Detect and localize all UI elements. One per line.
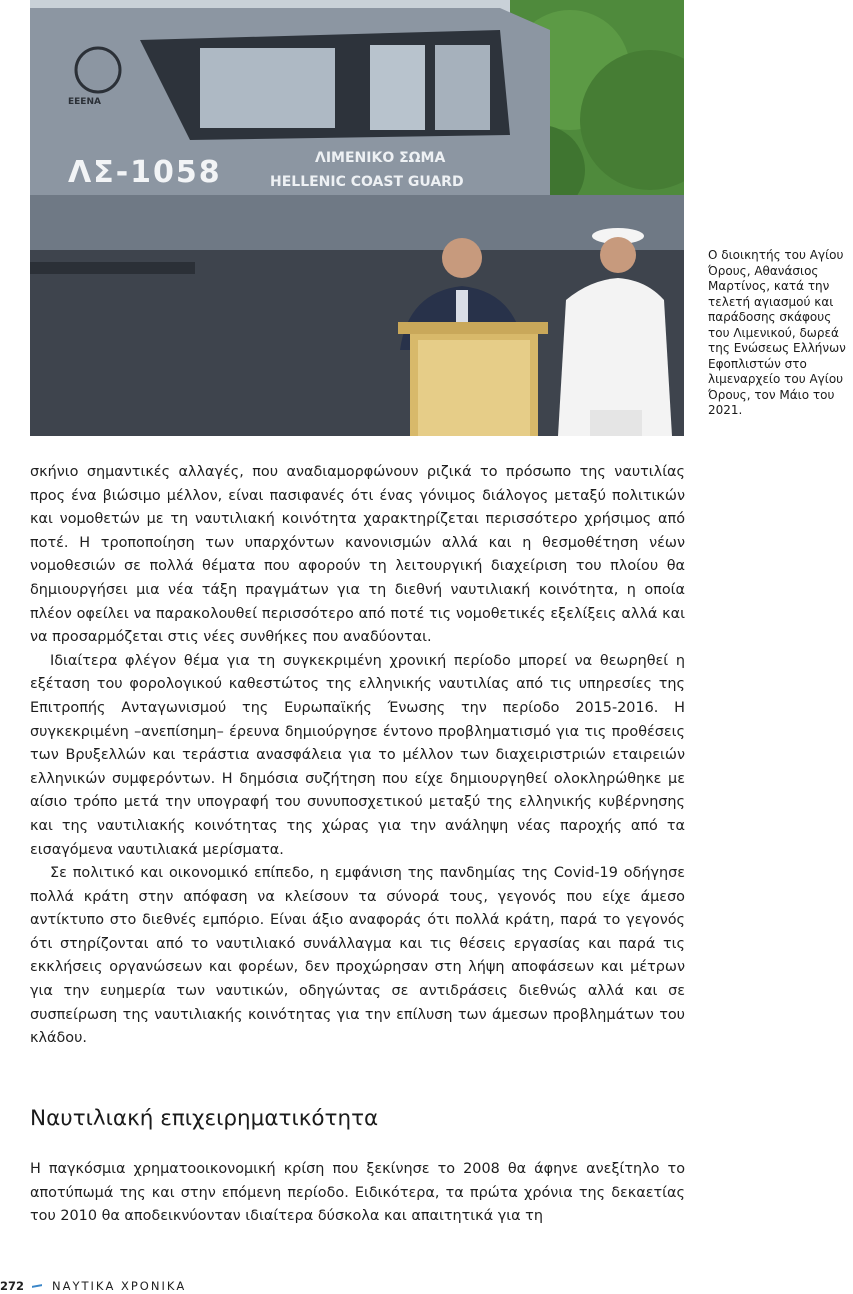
hull-text-english: HELLENIC COAST GUARD: [270, 174, 464, 190]
magazine-name: ΝΑΥΤΙΚΑ ΧΡΟΝΙΚΑ: [52, 1279, 187, 1293]
boat-number: ΛΣ-1058: [68, 155, 222, 190]
paragraph: σκήνιο σημαντικές αλλαγές, που αναδιαμορφώνουν ριζικά το πρόσωπο της ναυτιλίας προς ένα βιώσιμο μέλλον, είναι πασιφανές ότι ένας γόνιμος διάλογος μεταξύ πολιτικών και νομοθετών με τη ναυτιλιακή κοινότητα χαρακτηρίζεται περισσότερο χρήσιμος από ποτέ. Η τροποποίηση των υπαρχόντων κανονισμών αλλά και η θεσμοθέτηση νέων νομοθεσιών σε πολλά θέματα που αφορούν τη λειτουργική διαχείριση του πλοίου θα δημιουργήσει μια νέα τάξη πραγμάτων για τη διεθνή ναυτιλιακή κοινότητα, η οποία πλέον οφείλει να παρακολουθεί περισσότερο από ποτέ τις νομοθετικές εξελίξεις αλλά και να προσαρμόζεται στις νέες συνθήκες που αναδύονται.: [30, 464, 685, 646]
paragraph: Ιδιαίτερα φλέγον θέμα για τη συγκεκριμένη χρονική περίοδο μπορεί να θεωρηθεί η εξέταση του φορολογικού καθεστώτος της ελληνικής ναυτιλίας από τις υπηρεσίες της Επιτροπής Ανταγωνισμού της Ευρωπαϊκής Ένωσης την περίοδο 2015-2016. Η συγκεκριμένη –ανεπίσημη– έρευνα δημιούργησε έντονο προβληματισμό για τις προθέσεις των Βρυξελλών και τεράστια ανασφάλεια για το μέλλον των διαχειριστριών εταιρειών ελληνικών συμφερόντων. Η δημόσια συζήτηση που είχε δημιουργηθεί ολοκληρώθηκε με αίσιο τρόπο μετά την υπογραφή του συνυποσχετικού μεταξύ της ελληνικής κυβέρνησης και της ναυτιλιακής κοινότητας της χώρας για την ανάληψη νέας παροχής από τα εισαγόμενα ναυτιλιακά μερίσματα.: [30, 652, 685, 858]
paragraph: Σε πολιτικό και οικονομικό επίπεδο, η εμφάνιση της πανδημίας της Covid-19 οδήγησε πολλά κράτη στην απόφαση να κλείσουν τα σύνορά τους, γεγονός που είχε άμεσο αντίκτυπο στο διεθνές εμπόριο. Είναι άξιο αναφοράς ότι πολλά κράτη, παρά το γεγονός ότι στηρίζονται από το ναυτιλιακό συνάλλαγμα και τις θέσεις εργασίας και παρά τις εκκλήσεις οργανώσεων και φορέων, δεν προχώρησαν στη λήψη αποφάσεων και μέτρων για την ευημερία των ναυτικών, οδηγώντας σε αντιδράσεις διεθνώς αλλά και σε συσπείρωση της ναυτιλιακής κοινότητας για την επίλυση των άμεσων προβλημάτων του κλάδου.: [30, 865, 685, 1047]
footer-dash-icon: [32, 1284, 42, 1288]
section-heading: Ναυτιλιακή επιχειρηματικότητα: [30, 1106, 379, 1131]
logo-text: ΕΕΕΝΑ: [68, 97, 101, 107]
page-number: 272: [0, 1279, 25, 1293]
article-body: [30, 461, 685, 1051]
photo-caption: Ο διοικητής του Αγίου Όρους, Αθανάσιος Μαρτίνος, κατά την τελετή αγιασμού και παράδοσης σκάφους του Λιμενικού, δωρεά της Ενώσεως Ελλήνων Εφοπλιστών στο λιμεναρχείο του Αγίου Όρους, τον Μάιο του 2021.: [708, 248, 846, 417]
hull-text-greek: ΛΙΜΕΝΙΚΟ ΣΩΜΑ: [315, 150, 446, 166]
page-footer: [0, 1278, 186, 1294]
section-body: [30, 1158, 685, 1229]
ceremony-illustration: [30, 0, 684, 436]
paragraph: Η παγκόσμια χρηματοοικονομική κρίση που ξεκίνησε το 2008 θα άφηνε ανεξίτηλο το αποτύπωμά της και στην επόμενη περίοδο. Ειδικότερα, τα πρώτα χρόνια της δεκαετίας του 2010 θα αποδεικνύονταν ιδιαίτερα δύσκολα και απαιτητικά για τη: [30, 1161, 685, 1225]
ceremony-photo: [30, 0, 684, 436]
